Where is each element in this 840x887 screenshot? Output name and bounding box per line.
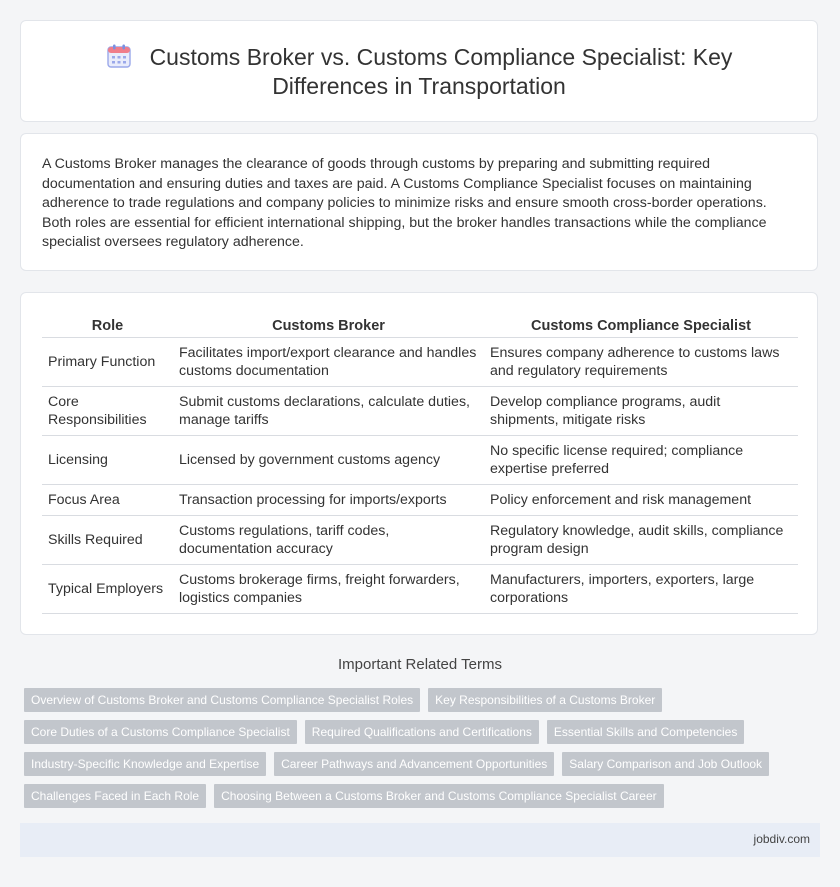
related-term-tag[interactable]: Key Responsibilities of a Customs Broker [428,688,662,712]
broker-cell: Transaction processing for imports/exports [173,485,484,516]
comparison-card [20,292,818,635]
table-row [42,387,798,436]
header-compliance-specialist: Customs Compliance Specialist [484,315,798,338]
title-line-2: Differences in Transportation [272,73,566,99]
broker-cell: Facilitates import/export clearance and handles customs documentation [173,338,484,387]
calendar-icon [106,43,132,69]
related-term-tag[interactable]: Core Duties of a Customs Compliance Specialist [24,720,297,744]
footer [20,823,820,857]
table-row [42,565,798,614]
tag-row [24,688,824,712]
specialist-cell: Policy enforcement and risk management [484,485,798,516]
related-term-tag[interactable]: Choosing Between a Customs Broker and Customs Compliance Specialist Career [214,784,664,808]
tag-row [24,784,824,808]
tag-row [24,720,824,744]
footer-site-link[interactable]: jobdiv.com [753,832,810,846]
broker-cell: Submit customs declarations, calculate duties, manage tariffs [173,387,484,436]
table-row [42,516,798,565]
page-title [61,43,777,101]
broker-cell: Customs regulations, tariff codes, documentation accuracy [173,516,484,565]
related-term-tag[interactable]: Career Pathways and Advancement Opportunities [274,752,554,776]
related-term-tag[interactable]: Required Qualifications and Certifications [305,720,539,744]
related-term-tag[interactable]: Industry-Specific Knowledge and Expertise [24,752,266,776]
table-row [42,338,798,387]
specialist-cell: Manufacturers, importers, exporters, large corporations [484,565,798,614]
broker-cell: Customs brokerage firms, freight forwarders, logistics companies [173,565,484,614]
specialist-cell: No specific license required; compliance expertise preferred [484,436,798,485]
specialist-cell: Regulatory knowledge, audit skills, compliance program design [484,516,798,565]
header-customs-broker: Customs Broker [173,315,484,338]
related-term-tag[interactable]: Essential Skills and Competencies [547,720,744,744]
related-term-tag[interactable]: Salary Comparison and Job Outlook [562,752,769,776]
broker-cell: Licensed by government customs agency [173,436,484,485]
specialist-cell: Develop compliance programs, audit shipments, mitigate risks [484,387,798,436]
intro-paragraph: A Customs Broker manages the clearance of goods through customs by preparing and submitting required documentation and ensuring duties and taxes are paid. A Customs Compliance Specialist focuses on maintaining adherence to trade regulations and company policies to minimize risks and ensure smooth cross-border operations. Both roles are essential for efficient international shipping, but the broker handles transactions while the compliance specialist oversees regulatory adherence. [42,156,767,251]
table-row [42,485,798,516]
row-label: Licensing [42,436,173,485]
table-header-row [42,315,798,338]
title-card [20,20,818,122]
row-label: Primary Function [42,338,173,387]
row-label: Focus Area [42,485,173,516]
related-term-tag[interactable]: Challenges Faced in Each Role [24,784,206,808]
row-label: Skills Required [42,516,173,565]
comparison-table [42,315,798,614]
title-line-1: Customs Broker vs. Customs Compliance Specialist: Key [149,44,733,70]
related-terms-tags [24,688,824,816]
related-term-tag[interactable]: Overview of Customs Broker and Customs Compliance Specialist Roles [24,688,420,712]
intro-card [20,133,818,271]
specialist-cell: Ensures company adherence to customs laws and regulatory requirements [484,338,798,387]
related-terms-heading: Important Related Terms [338,656,502,673]
header-role: Role [42,315,173,338]
tag-row [24,752,824,776]
row-label: Core Responsibilities [42,387,173,436]
row-label: Typical Employers [42,565,173,614]
table-row [42,436,798,485]
